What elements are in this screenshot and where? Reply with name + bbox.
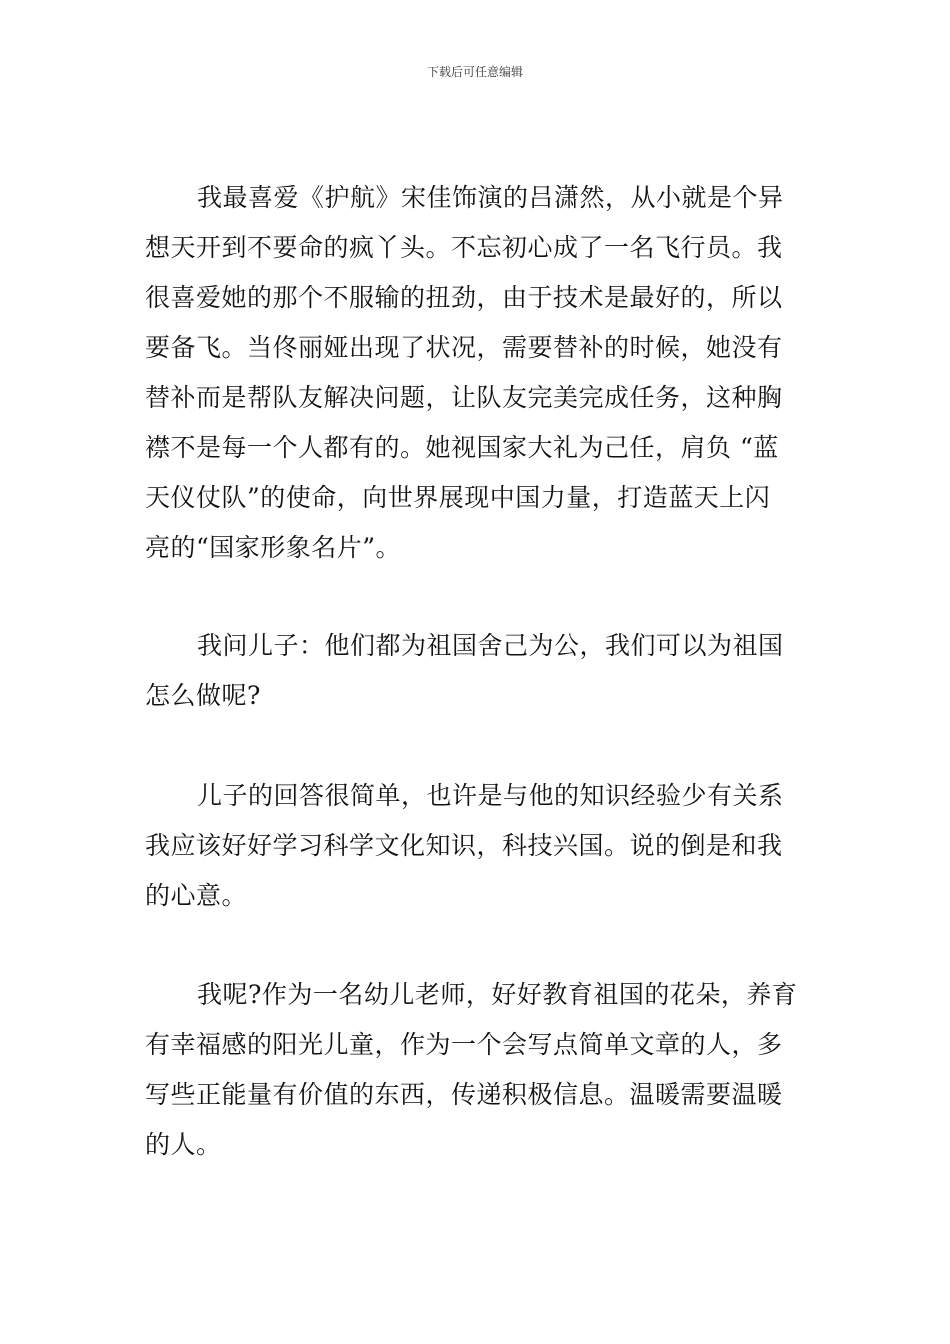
text-line: 写些正能量有价值的东西，传递积极信息。温暖需要温暖 <box>145 1080 783 1109</box>
text-line: 怎么做呢? <box>145 681 261 710</box>
page-header: 下载后可任意编辑 <box>426 65 523 79</box>
text-line: 的人。 <box>145 1130 222 1159</box>
paragraph-4 <box>145 970 815 1170</box>
text-line: 亮的“国家形象名片”。 <box>145 533 402 562</box>
text-line: 我应该好好学习科学文化知识，科技兴国。说的倒是和我 <box>145 831 783 860</box>
text-line: 我呢?作为一名幼儿老师，好好教育祖国的花朵，养育 <box>197 980 798 1009</box>
text-line: 儿子的回答很简单，也许是与他的知识经验少有关系 <box>197 781 784 810</box>
text-line: 我最喜爱《护航》宋佳饰演的吕潇然，从小就是个异 <box>197 183 784 212</box>
text-line: 襟不是每一个人都有的。她视国家大礼为己任，肩负 “蓝 <box>145 433 779 462</box>
text-line: 的心意。 <box>145 881 248 910</box>
text-line: 要备飞。当佟丽娅出现了状况，需要替补的时候，她没有 <box>145 333 783 362</box>
paragraph-3 <box>145 771 815 921</box>
text-line: 有幸福感的阳光儿童，作为一个会写点简单文章的人，多 <box>145 1030 783 1059</box>
text-line: 我问儿子：他们都为祖国舍己为公，我们可以为祖国 <box>197 631 784 660</box>
text-line: 天仪仗队”的使命，向世界展现中国力量，打造蓝天上闪 <box>145 483 771 512</box>
text-line: 想天开到不要命的疯丫头。不忘初心成了一名飞行员。我 <box>145 233 783 262</box>
text-line: 替补而是帮队友解决问题，让队友完美完成任务，这种胸 <box>145 383 783 412</box>
paragraph-1 <box>145 173 815 573</box>
text-line: 很喜爱她的那个不服输的扭劲，由于技术是最好的，所以 <box>145 283 783 312</box>
paragraph-2 <box>145 621 815 721</box>
